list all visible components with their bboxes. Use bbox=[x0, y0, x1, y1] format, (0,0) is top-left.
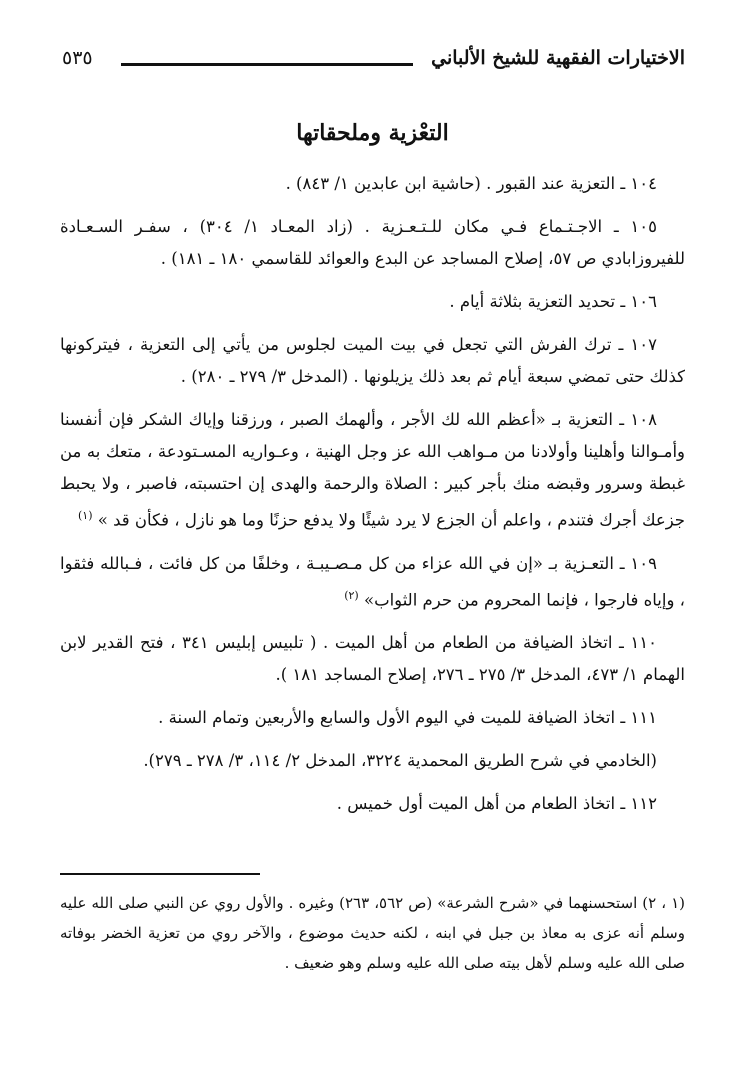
entry-112: ١١٢ ـ اتخاذ الطعام من أهل الميت أول خميس . bbox=[336, 794, 657, 813]
entry-107: ١٠٧ ـ ترك الفرش التي تجعل في بيت الميت لجلوس من يأتي إلى التعزية ، فيتركونها كذلك حتى تمضي سبعة أيام ثم بعد ذلك يزيلونها . (المدخل ٣/ ٢٧٩ ـ ٢٨٠) . bbox=[60, 335, 685, 386]
running-header bbox=[62, 38, 685, 78]
section-title: التعْزية وملحقاتها bbox=[296, 120, 449, 146]
page-number: ٥٣٥ bbox=[62, 47, 93, 69]
book-title: الاختيارات الفقهية للشيخ الألباني bbox=[431, 47, 685, 69]
header-rule bbox=[121, 63, 414, 66]
entry-104: ١٠٤ ـ التعزية عند القبور . (حاشية ابن عابدين ١/ ٨٤٣) . bbox=[285, 174, 657, 193]
entry-110: ١١٠ ـ اتخاذ الضيافة من الطعام من أهل الميت . ( تلبيس إبليس ٣٤١ ، فتح القدير لابن الهمام ١/ ٤٧٣، المدخل ٣/ ٢٧٥ ـ ٢٧٦، إصلاح المساجد ١٨١ ). bbox=[60, 633, 685, 684]
entry-106: ١٠٦ ـ تحديد التعزية بثلاثة أيام . bbox=[449, 292, 657, 311]
entry-108: ١٠٨ ـ التعزية بـ «أعظم الله لك الأجر ، وألهمك الصبر ، ورزقنا وإياك الشكر فإن أنفسنا وأمـوالنا وأهلينا وأولادنا من مـواهب الله عز وجل الهنية ، وعـواريه المسـتودعة ، متعك به من غبطة وسرور وقبضه منك بأجر كبير : الصلاة والرحمة والهدى إن احتسبته، فاصبر ، ولا يحبط جزعك أجرك فتندم ، واعلم أن الجزع لا يرد شيئًا ولا يدفع حزنًا وما هو نازل ، فكأن قد » $^{(١)}$ bbox=[60, 410, 685, 530]
footnote-separator bbox=[60, 873, 260, 875]
entries-list bbox=[60, 168, 685, 831]
footnote: (١ ، ٢) استحسنهما في «شرح الشرعة» (ص ٥٦٢، ٢٦٣) وغيره . والأول روي عن النبي صلى الله عليه وسلم أنه عزى به معاذ بن جبل في ابنه ، لكنه حديث موضوع ، والآخر روي من تعزية الخضر بوفاته صلى الله عليه وسلم لأهل بيته صلى الله عليه وسلم وهو ضعيف . bbox=[60, 894, 686, 972]
entry-105: ١٠٥ ـ الاجـتـماع فـي مكان للـتـعـزية . (زاد المعـاد ١/ ٣٠٤) ، سفـر السـعـادة للفيروزابادي ص ٥٧، إصلاح المساجد عن البدع والعوائد للقاسمي ١٨٠ ـ ١٨١) . bbox=[60, 217, 685, 268]
footnote-ref-1: (١) bbox=[78, 509, 93, 522]
footnote-ref-2: (٢) bbox=[344, 588, 359, 602]
entry-111: ١١١ ـ اتخاذ الضيافة للميت في اليوم الأول والسابع والأربعين وتمام السنة . bbox=[158, 708, 657, 727]
entry-111-source: (الخادمي في شرح الطريق المحمدية ٣٢٢٤، المدخل ٢/ ١١٤، ٣/ ٢٧٨ ـ ٢٧٩). bbox=[143, 751, 657, 770]
entry-109: ١٠٩ ـ التعـزية بـ «إن في الله عزاء من كل مـصـيبـة ، وخلفًا من كل فائت ، فـبالله فثقوا ، وإياه فارجوا ، فإنما المحروم من حرم الثواب» $^{(٢)}$ bbox=[60, 553, 685, 609]
